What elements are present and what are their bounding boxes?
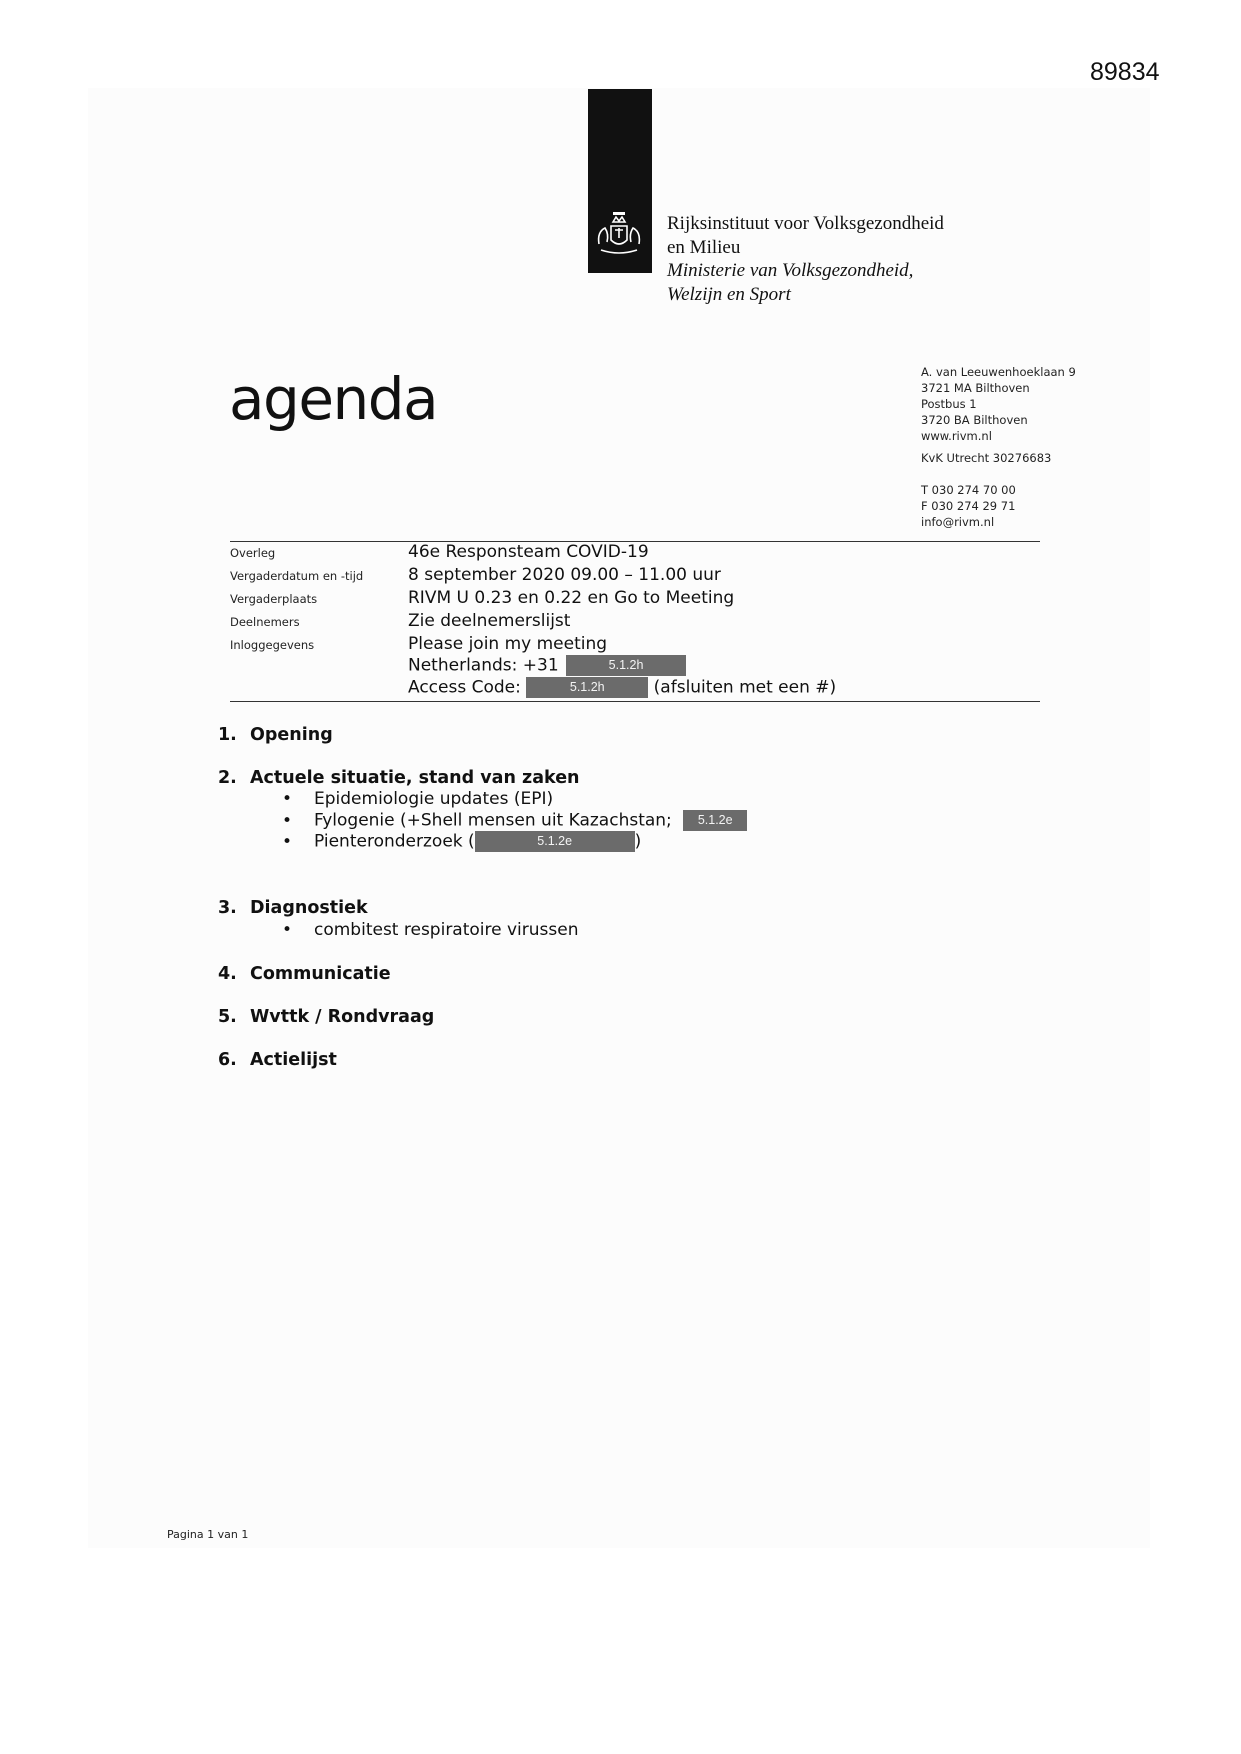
datum-value: 8 september 2020 09.00 – 11.00 uur <box>408 565 721 585</box>
deelnemers-label: Deelnemers <box>230 615 300 629</box>
address-kvk: KvK Utrecht 30276683 <box>921 451 1052 465</box>
access-line <box>408 677 836 698</box>
deelnemers-value: Zie deelnemerslijst <box>408 611 571 631</box>
agenda-item: 6. Actielijst <box>218 1050 337 1070</box>
access-suffix: (afsluiten met een #) <box>653 677 837 698</box>
pienter-redaction: 5.1.2e <box>475 831 635 852</box>
address-postbus: Postbus 1 <box>921 397 977 411</box>
org-line-3: Ministerie van Volksgezondheid, <box>667 260 914 281</box>
meta-bottom-rule <box>230 701 1040 702</box>
document-number: 89834 <box>1090 58 1160 86</box>
rijksoverheid-crest-icon <box>591 208 647 258</box>
sub-item-combitest: • combitest respiratoire virussen <box>282 920 579 940</box>
inlog-value: Please join my meeting <box>408 634 608 654</box>
agenda-item: 3. Diagnostiek <box>218 898 368 918</box>
overleg-label: Overleg <box>230 546 276 560</box>
address-phone: T 030 274 70 00 <box>921 483 1016 497</box>
address-fax: F 030 274 29 71 <box>921 499 1016 513</box>
agenda-item: 4. Communicatie <box>218 964 391 984</box>
address-email: info@rivm.nl <box>921 515 995 529</box>
agenda-item: 1. Opening <box>218 725 333 745</box>
agenda-item: 5. Wvttk / Rondvraag <box>218 1007 435 1027</box>
address-block <box>921 364 1076 530</box>
page-footer: Pagina 1 van 1 <box>167 1528 249 1541</box>
fylogenie-redaction: 5.1.2e <box>683 810 747 831</box>
access-redaction: 5.1.2h <box>526 677 648 698</box>
phone-line <box>408 655 686 676</box>
agenda-item: 2. Actuele situatie, stand van zaken <box>218 768 580 788</box>
sub-item-pienter: • Pienteronderzoek ( 5.1.2e ) <box>282 831 642 852</box>
access-prefix: Access Code: <box>408 677 521 698</box>
organisation-name <box>667 212 944 306</box>
overleg-value: 46e Responsteam COVID-19 <box>408 542 649 562</box>
address-postbus-city: 3720 BA Bilthoven <box>921 413 1028 427</box>
org-line-4: Welzijn en Sport <box>667 283 791 305</box>
address-website: www.rivm.nl <box>921 429 992 443</box>
plaats-label: Vergaderplaats <box>230 592 318 606</box>
org-line-1: Rijksinstituut voor Volksgezondheid <box>667 213 944 234</box>
plaats-value: RIVM U 0.23 en 0.22 en Go to Meeting <box>408 588 735 608</box>
datum-label: Vergaderdatum en -tijd <box>230 569 364 583</box>
page-title: agenda <box>229 365 438 433</box>
org-line-2: en Milieu <box>667 236 741 258</box>
phone-redaction: 5.1.2h <box>566 655 686 676</box>
sub-item-epi: • Epidemiologie updates (EPI) <box>282 789 554 809</box>
address-postcode: 3721 MA Bilthoven <box>921 381 1030 395</box>
phone-prefix: Netherlands: +31 <box>408 655 559 676</box>
address-street: A. van Leeuwenhoeklaan 9 <box>921 365 1076 379</box>
inlog-label: Inloggegevens <box>230 638 315 652</box>
sub-item-fylogenie: • Fylogenie (+Shell mensen uit Kazachstan; 5.1.2e <box>282 810 747 831</box>
